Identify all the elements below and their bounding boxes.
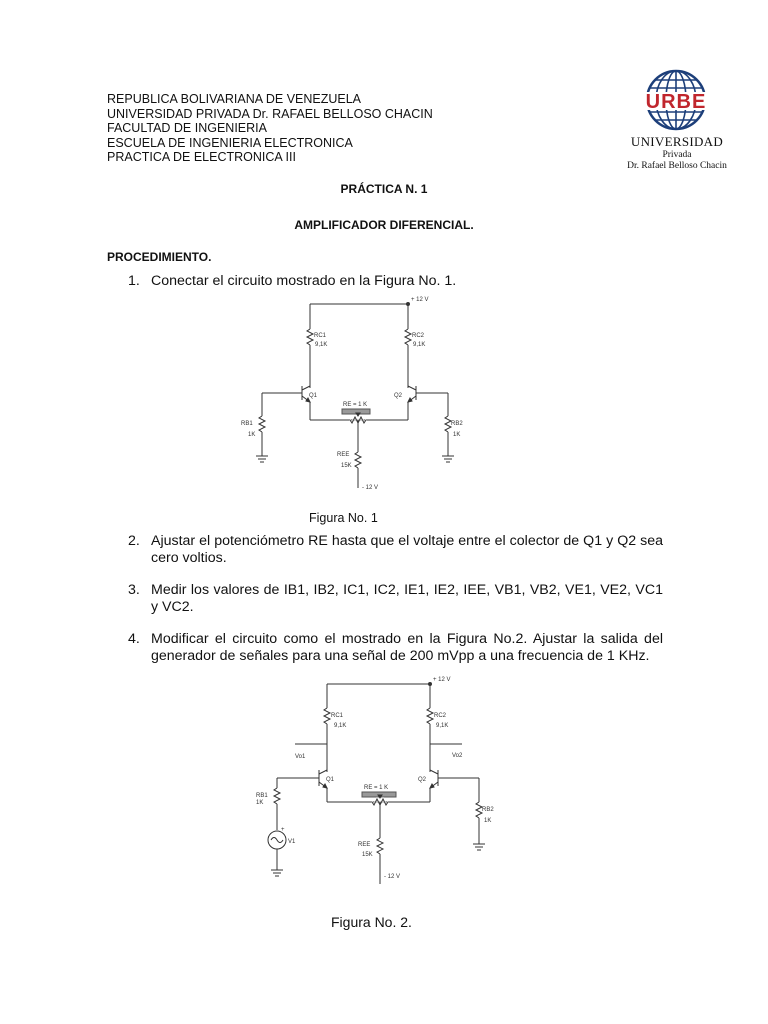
vo2-label: Vo2 — [452, 753, 463, 759]
ree-label: REE — [337, 452, 350, 458]
rc1-value: 9,1K — [315, 342, 328, 348]
rb1-value: 1K — [256, 800, 264, 806]
step-item — [128, 631, 663, 665]
step-item — [128, 533, 663, 567]
header-line: UNIVERSIDAD PRIVADA Dr. RAFAEL BELLOSO CHACIN — [107, 106, 433, 121]
page-title: PRÁCTICA N. 1 — [340, 182, 428, 196]
rc1-label: RC1 — [314, 333, 327, 339]
section-heading: PROCEDIMIENTO. — [107, 250, 212, 264]
rb2-label: RB2 — [482, 807, 494, 813]
step-number: 2. — [128, 533, 140, 549]
rc2-value: 9,1K — [413, 342, 426, 348]
step-text: Medir los valores de IB1, IB2, IC1, IC2, IE1, IE2, IEE, VB1, VB2, VE1, VE2, VC1 y VC2. — [151, 582, 663, 615]
q1-label: Q1 — [326, 777, 335, 783]
step-text: Modificar el circuito como el mostrado en la Figura No.2. Ajustar la salida del generador de señales para una señal de 200 mVpp a una frecuencia de 1 KHz. — [151, 631, 663, 664]
rb1-label: RB1 — [256, 793, 268, 799]
vee-label: - 12 V — [362, 485, 379, 491]
header-line: REPUBLICA BOLIVARIANA DE VENEZUELA — [107, 92, 362, 106]
header-line: ESCUELA DE INGENIERIA ELECTRONICA — [107, 135, 353, 150]
rb1-value: 1K — [248, 432, 256, 438]
vee-label: - 12 V — [384, 874, 401, 880]
step-item — [128, 273, 663, 290]
ree-label: REE — [358, 842, 371, 848]
v1-label: V1 — [288, 839, 296, 845]
header-line: FACULTAD DE INGENIERIA — [107, 121, 267, 136]
figure-1-caption: Figura No. 1 — [309, 511, 378, 525]
step-text: Ajustar el potenciómetro RE hasta que el voltaje entre el colector de Q1 y Q2 sea cero voltios. — [151, 533, 663, 566]
svg-text:+: + — [281, 827, 285, 833]
logo-line-1: UNIVERSIDAD — [630, 134, 724, 149]
page-subtitle: AMPLIFICADOR DIFERENCIAL. — [294, 218, 474, 232]
vo1-label: Vo1 — [295, 754, 306, 760]
step-number: 3. — [128, 582, 140, 598]
logo-line-3: Dr. Rafael Belloso Chacin — [627, 161, 727, 171]
rb1-label: RB1 — [241, 421, 253, 427]
step-number: 1. — [128, 273, 140, 289]
rc1-value: 9,1K — [334, 723, 347, 729]
globe-icon — [612, 66, 742, 136]
re-label: RE = 1 K — [343, 402, 368, 408]
rb2-value: 1K — [453, 432, 461, 438]
q1-label: Q1 — [309, 393, 318, 399]
institution-header — [107, 92, 433, 165]
figure-2-caption: Figura No. 2. — [331, 914, 412, 930]
step-text: Conectar el circuito mostrado en la Figura No. 1. — [151, 273, 457, 289]
rb2-value: 1K — [484, 818, 492, 824]
rc1-label: RC1 — [331, 713, 344, 719]
rc2-label: RC2 — [434, 713, 447, 719]
vcc-label: + 12 V — [433, 677, 451, 683]
figure-2-circuit — [250, 672, 510, 890]
q2-label: Q2 — [394, 393, 403, 399]
vcc-label: + 12 V — [411, 297, 429, 303]
header-line: PRACTICA DE ELECTRONICA III — [107, 150, 296, 165]
rc2-value: 9,1K — [436, 723, 449, 729]
q2-label: Q2 — [418, 777, 427, 783]
step-number: 4. — [128, 631, 140, 647]
rb2-label: RB2 — [451, 421, 463, 427]
ree-value: 15K — [341, 463, 352, 469]
rc2-label: RC2 — [412, 333, 425, 339]
university-logo — [612, 66, 742, 170]
logo-wordmark: URBE — [645, 91, 707, 113]
logo-line-2: Privada — [662, 150, 692, 160]
re-label: RE = 1 K — [364, 785, 389, 791]
ree-value: 15K — [362, 852, 373, 858]
figure-1-circuit — [230, 292, 480, 494]
step-item — [128, 582, 663, 616]
